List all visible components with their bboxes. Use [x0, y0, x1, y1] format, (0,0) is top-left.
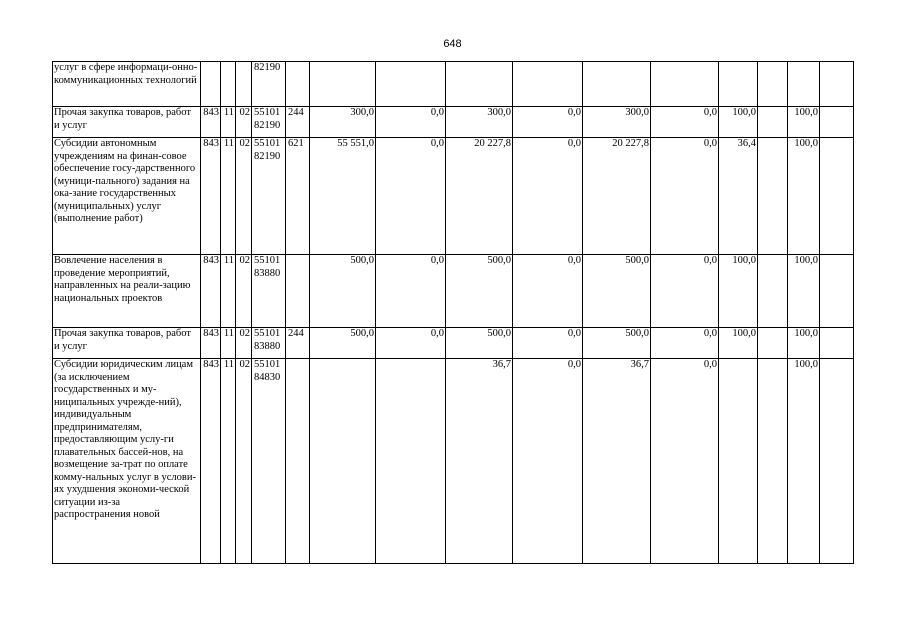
cell-c11: 0,0	[651, 255, 719, 328]
cell-c9	[513, 62, 583, 107]
cell-c14: 100,0	[788, 107, 820, 138]
cell-c5	[286, 359, 310, 564]
cell-c4: 55101 84830	[252, 359, 286, 564]
cell-c15	[820, 328, 854, 359]
cell-c3	[236, 62, 252, 107]
cell-c8: 36,7	[446, 359, 513, 564]
cell-c8: 300,0	[446, 107, 513, 138]
cell-c15	[820, 138, 854, 255]
cell-c6: 300,0	[310, 107, 376, 138]
cell-c13	[758, 328, 788, 359]
cell-c11: 0,0	[651, 328, 719, 359]
cell-c11: 0,0	[651, 107, 719, 138]
cell-c4: 55101 83880	[252, 328, 286, 359]
cell-c13	[758, 255, 788, 328]
cell-c2: 11	[221, 255, 236, 328]
cell-c2: 11	[221, 328, 236, 359]
cell-c14	[788, 62, 820, 107]
cell-c10: 36,7	[583, 359, 651, 564]
table-row	[53, 62, 854, 107]
table-row	[53, 138, 854, 255]
row-name-cell: Вовлечение населения в проведение мероприятий, направленных на реали-зацию национальных проектов	[53, 255, 201, 328]
row-name-cell: Прочая закупка товаров, работ и услуг	[53, 328, 201, 359]
cell-c12: 100,0	[719, 107, 758, 138]
cell-c4: 55101 82190	[252, 107, 286, 138]
cell-c5	[286, 62, 310, 107]
row-name-cell: услуг в сфере информаци-онно-коммуникационных технологий	[53, 62, 201, 107]
cell-c1: 843	[201, 328, 221, 359]
cell-c14: 100,0	[788, 255, 820, 328]
cell-c15	[820, 62, 854, 107]
cell-c1: 843	[201, 107, 221, 138]
cell-c12: 100,0	[719, 328, 758, 359]
cell-c12	[719, 62, 758, 107]
cell-c2: 11	[221, 107, 236, 138]
cell-c7: 0,0	[376, 255, 446, 328]
cell-c14: 100,0	[788, 359, 820, 564]
cell-c7	[376, 359, 446, 564]
cell-c7: 0,0	[376, 328, 446, 359]
table-row	[53, 359, 854, 564]
cell-c11: 0,0	[651, 138, 719, 255]
cell-c15	[820, 107, 854, 138]
cell-c13	[758, 359, 788, 564]
cell-c6	[310, 359, 376, 564]
cell-c3: 02	[236, 328, 252, 359]
table-row	[53, 107, 854, 138]
cell-c14: 100,0	[788, 138, 820, 255]
cell-c9: 0,0	[513, 255, 583, 328]
cell-c8	[446, 62, 513, 107]
cell-c7: 0,0	[376, 138, 446, 255]
cell-c5: 621	[286, 138, 310, 255]
cell-c15	[820, 255, 854, 328]
cell-c13	[758, 107, 788, 138]
cell-c3: 02	[236, 255, 252, 328]
cell-c9: 0,0	[513, 107, 583, 138]
cell-c10: 500,0	[583, 255, 651, 328]
cell-c9: 0,0	[513, 138, 583, 255]
cell-c10: 500,0	[583, 328, 651, 359]
table-row	[53, 328, 854, 359]
cell-c1: 843	[201, 255, 221, 328]
table-row	[53, 255, 854, 328]
cell-c8: 20 227,8	[446, 138, 513, 255]
cell-c10: 300,0	[583, 107, 651, 138]
cell-c12	[719, 359, 758, 564]
cell-c14: 100,0	[788, 328, 820, 359]
cell-c6: 500,0	[310, 328, 376, 359]
cell-c1: 843	[201, 138, 221, 255]
cell-c12: 100,0	[719, 255, 758, 328]
cell-c13	[758, 138, 788, 255]
cell-c13	[758, 62, 788, 107]
cell-c4: 55101 82190	[252, 138, 286, 255]
cell-c9: 0,0	[513, 359, 583, 564]
cell-c3: 02	[236, 107, 252, 138]
cell-c1	[201, 62, 221, 107]
cell-c11: 0,0	[651, 359, 719, 564]
cell-c15	[820, 359, 854, 564]
cell-c10	[583, 62, 651, 107]
budget-table	[52, 61, 854, 564]
row-name-cell: Субсидии юридическим лицам (за исключением государственных и му-ниципальных учрежде-ний), индивидуальным предпринимателям, предоставляющим услу-ги плавательных бассей-нов, на возмещение за-трат по оплате комму-нальных услуг в услови-ях ухудшения экономи-ческой ситуации из-за распространения новой	[53, 359, 201, 564]
cell-c4: 55101 83880	[252, 255, 286, 328]
cell-c5: 244	[286, 328, 310, 359]
cell-c1: 843	[201, 359, 221, 564]
row-name-cell: Прочая закупка товаров, работ и услуг	[53, 107, 201, 138]
cell-c2: 11	[221, 359, 236, 564]
cell-c6	[310, 62, 376, 107]
cell-c11	[651, 62, 719, 107]
cell-c10: 20 227,8	[583, 138, 651, 255]
row-name-cell: Субсидии автономным учреждениям на финан-совое обеспечение госу-дарственного (муници-пального) задания на ока-зание государственных (муниципальных) услуг (выполнение работ)	[53, 138, 201, 255]
cell-c3: 02	[236, 359, 252, 564]
cell-c2: 11	[221, 138, 236, 255]
cell-c4: 82190	[252, 62, 286, 107]
cell-c6: 55 551,0	[310, 138, 376, 255]
cell-c3: 02	[236, 138, 252, 255]
cell-c2	[221, 62, 236, 107]
cell-c8: 500,0	[446, 328, 513, 359]
cell-c5	[286, 255, 310, 328]
cell-c9: 0,0	[513, 328, 583, 359]
cell-c8: 500,0	[446, 255, 513, 328]
cell-c7: 0,0	[376, 107, 446, 138]
cell-c12: 36,4	[719, 138, 758, 255]
cell-c6: 500,0	[310, 255, 376, 328]
page-number: 648	[443, 38, 462, 50]
cell-c7	[376, 62, 446, 107]
cell-c5: 244	[286, 107, 310, 138]
